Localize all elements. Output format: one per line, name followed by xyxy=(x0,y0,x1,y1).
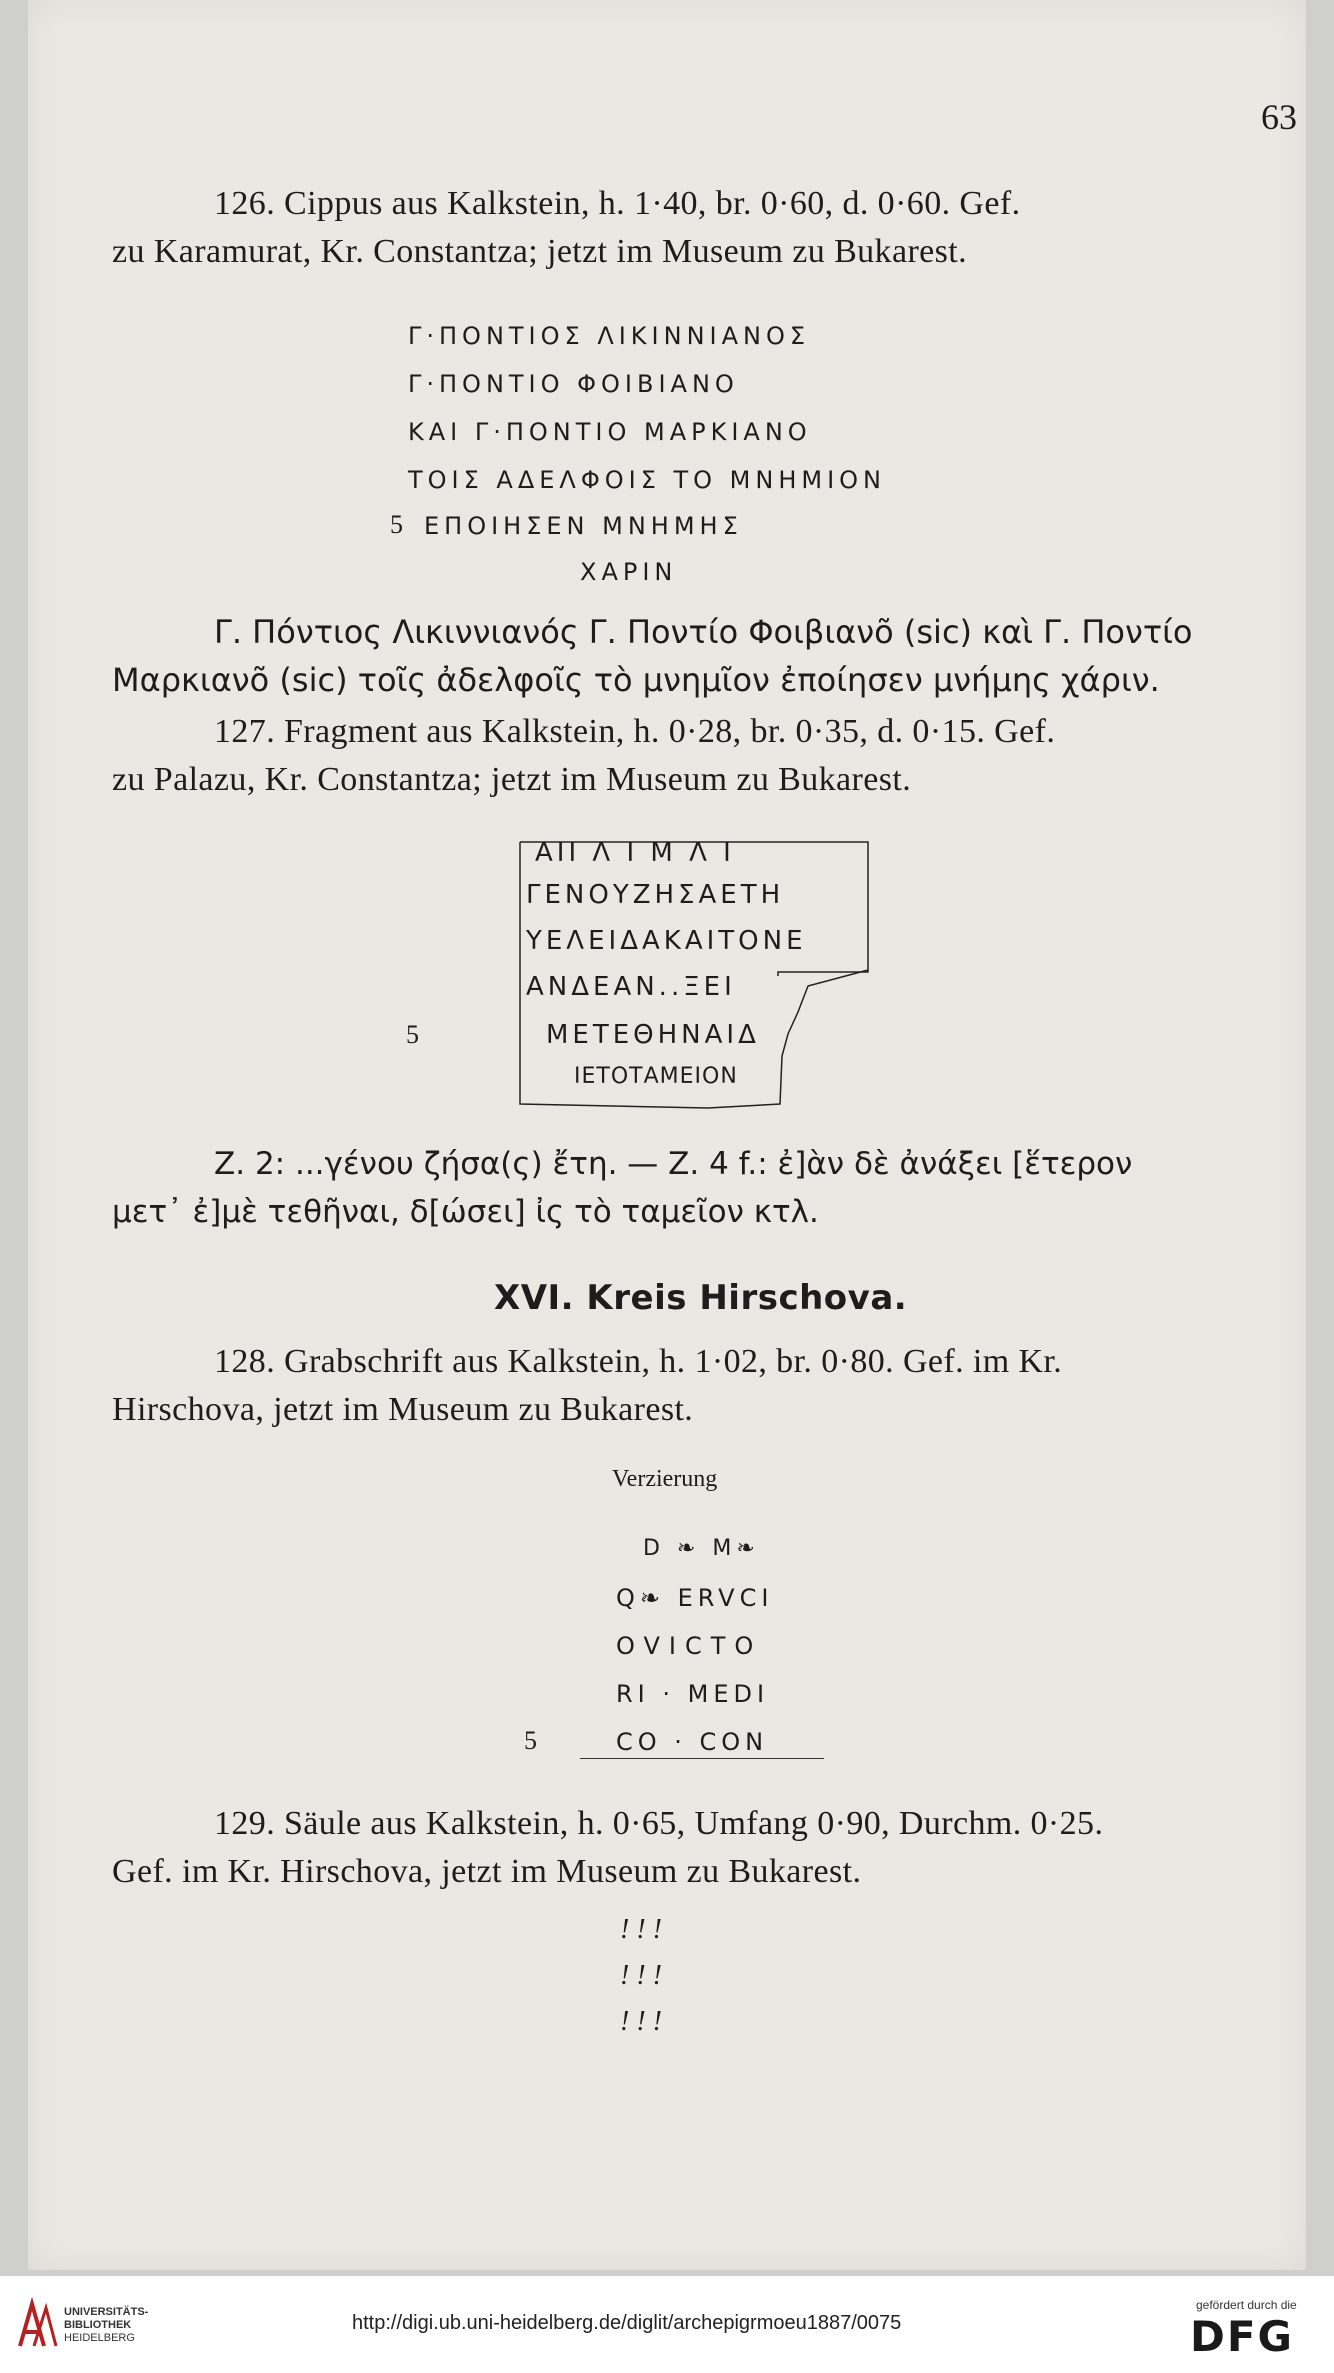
latin-inscription-line: OVICTO xyxy=(616,1632,763,1660)
logo-text-line: HEIDELBERG xyxy=(64,2332,135,2344)
entry-129-line-1: 129. Säule aus Kalkstein, h. 0·65, Umfang 0·90, Durchm. 0·25. xyxy=(214,1805,1104,1842)
university-logo-icon xyxy=(14,2296,58,2352)
fragment-line: ΜΕΤΕΘΗΝΑΙΔ xyxy=(546,1020,760,1050)
latin-inscription-line: D ❧ M❧ xyxy=(643,1536,760,1561)
entry-126-transcription-2: Μαρκιανõ (sic) τοῖς ἀδελφοῖς τὸ μνημῖον ἐποίησεν μνήμης χάριν. xyxy=(112,661,1160,699)
funding-caption: gefördert durch die xyxy=(1196,2298,1297,2312)
ornament-caption: Verzierung xyxy=(612,1466,718,1492)
column-mark: ! ! ! xyxy=(620,2006,662,2037)
entry-127-note-2: μετ᾿ ἐ]μὲ τεθῆναι, δ[ώσει] ἰς τὸ ταμεῖον κτλ. xyxy=(112,1194,819,1230)
entry-127-line-1: 127. Fragment aus Kalkstein, h. 0·28, br. 0·35, d. 0·15. Gef. xyxy=(214,713,1056,750)
entry-126-line-1: 126. Cippus aus Kalkstein, h. 1·40, br. 0·60, d. 0·60. Gef. xyxy=(214,185,1021,222)
line-number: 5 xyxy=(524,1726,537,1755)
entry-129-line-2: Gef. im Kr. Hirschova, jetzt im Museum zu Bukarest. xyxy=(112,1853,862,1890)
fragment-line: ΥΕΛΕΙΔΑΚΑΙΤΟΝΕ xyxy=(526,926,807,956)
inscription-line: ΤΟΙΣ ΑΔΕΛΦΟΙΣ ΤΟ ΜΝΗΜΙΟΝ xyxy=(408,466,887,494)
fragment-line: ΑΙΙ Λ Ι Μ Λ Ι xyxy=(535,838,735,868)
latin-inscription-line: Q❧ ERVCI xyxy=(616,1584,774,1612)
page-number: 63 xyxy=(1261,97,1297,137)
fragment-line: ΙΕΤΟΤΑΜΕΙΟΝ xyxy=(574,1064,738,1089)
dfg-logo: DFG xyxy=(1190,2312,1295,2361)
inscription-line: Γ·ΠΟΝΤΙΟ ΦΟΙΒΙΑΝΟ xyxy=(408,370,739,398)
entry-126-transcription-1: Γ. Πόντιος Λικιννιανός Γ. Ποντίο Φοιβιανõ (sic) καὶ Γ. Ποντίο xyxy=(214,613,1193,651)
entry-126-line-2: zu Karamurat, Kr. Constantza; jetzt im Museum zu Bukarest. xyxy=(112,233,968,270)
entry-127-note-1: Z. 2: ...γένου ζήσα(ς) ἔτη. — Z. 4 f.: ἐ]ὰν δὲ ἀνάξει [ἕτερον xyxy=(214,1146,1133,1182)
column-mark: ! ! ! xyxy=(620,1914,662,1945)
latin-inscription-line: RI · MEDI xyxy=(616,1680,770,1708)
entry-128-line-1: 128. Grabschrift aus Kalkstein, h. 1·02, br. 0·80. Gef. im Kr. xyxy=(214,1343,1063,1380)
logo-text-line: BIBLIOTHEK xyxy=(64,2319,132,2331)
entry-128-line-2: Hirschova, jetzt im Museum zu Bukarest. xyxy=(112,1391,694,1428)
logo-text-line: UNIVERSITÄTS- xyxy=(64,2306,149,2318)
entry-127-line-2: zu Palazu, Kr. Constantza; jetzt im Museum zu Bukarest. xyxy=(112,761,912,798)
inscription-line: ΕΠΟΙΗΣΕΝ ΜΝΗΜΗΣ xyxy=(424,512,743,540)
line-number: 5 xyxy=(406,1020,419,1049)
permalink-url[interactable]: http://digi.ub.uni-heidelberg.de/diglit/archepigrmoeu1887/0075 xyxy=(352,2312,902,2334)
fragment-line: ΑΝΔΕΑΝ..ΞΕΙ xyxy=(526,972,736,1002)
scanned-page xyxy=(28,0,1306,2270)
inscription-line: ΚΑΙ Γ·ΠΟΝΤΙΟ ΜΑΡΚΙΑΝΟ xyxy=(408,418,812,446)
inscription-line: ΧΑΡΙΝ xyxy=(580,558,678,586)
inscription-line: Γ·ΠΟΝΤΙΟΣ ΛΙΚΙΝΝΙΑΝΟΣ xyxy=(408,322,811,350)
column-mark: ! ! ! xyxy=(620,1960,662,1991)
fragment-line: ΓΕΝΟΥΖΗΣΑΕΤΗ xyxy=(526,880,785,910)
latin-inscription-line: CO · CON xyxy=(616,1728,769,1756)
inscription-base-line xyxy=(580,1758,824,1759)
footer-bar xyxy=(0,2276,1334,2373)
section-heading: XVI. Kreis Hirschova. xyxy=(494,1278,908,1318)
line-number: 5 xyxy=(390,510,403,539)
